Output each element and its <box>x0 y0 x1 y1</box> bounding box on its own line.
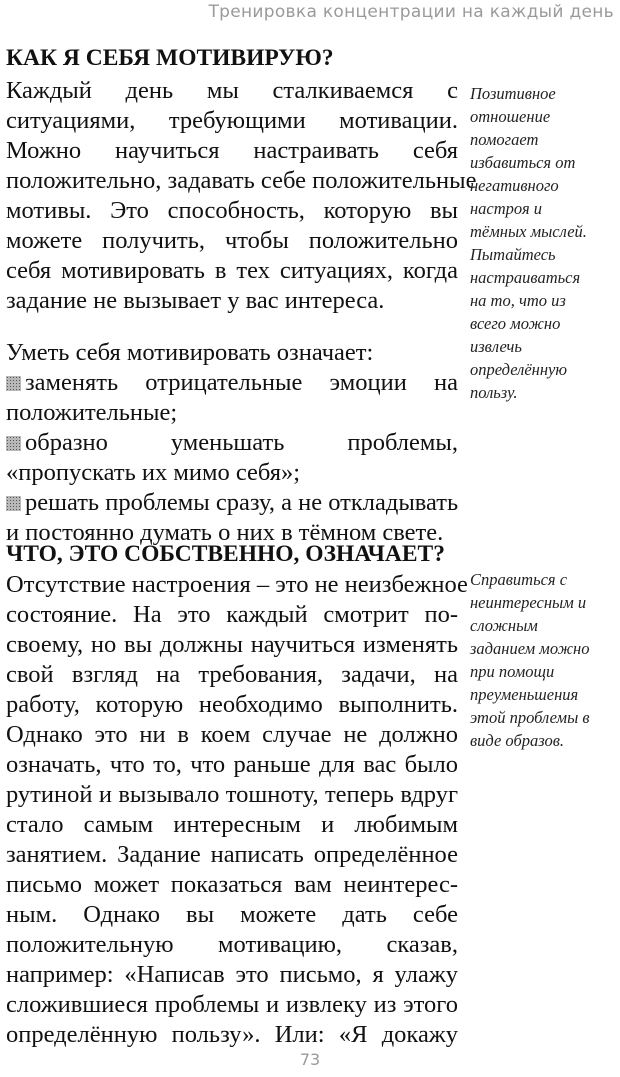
paragraph-line: положительную мотивацию, сказав, <box>6 931 458 958</box>
bullet-square-icon <box>6 496 21 511</box>
bullet-list <box>6 368 458 548</box>
list-intro: Уметь себя мотивировать означает: <box>6 339 374 366</box>
section-1-paragraph <box>6 76 477 316</box>
bullet-square-icon <box>6 436 21 451</box>
paragraph-line: задание не вызывает у вас интереса. <box>6 287 385 314</box>
paragraph-line: работу, которую необходимо выполнить. <box>6 691 458 718</box>
section-2-heading: ЧТО, ЭТО СОБСТВЕННО, ОЗНАЧАЕТ? <box>6 541 445 567</box>
list-item: решать проблемы сразу, а не откладывать и постоянно думать о них в тёмном свете. <box>6 489 459 546</box>
paragraph-line: мотивы. Это способность, которую вы <box>6 197 458 224</box>
paragraph-line: положительно, задавать себе положительные <box>6 167 477 194</box>
paragraph-line: означать, что то, что раньше для вас было <box>6 751 458 778</box>
paragraph-line: сложившиеся проблемы и извлеку из этого <box>6 991 458 1018</box>
running-head: Тренировка концентрации на каждый день <box>208 2 614 22</box>
paragraph-line: рутиной и вызывало тошноту, теперь вдруг <box>6 781 458 808</box>
section-1-heading: КАК Я СЕБЯ МОТИВИРУЮ? <box>6 45 334 71</box>
paragraph-line: ным. Однако вы можете дать себе <box>6 901 458 928</box>
sidenote-1: Позитивное отношение помогает избавиться от негативного настроя и тёмных мыслей. Пытайтесь настраиваться на то, что из всего можно извлечь определённую пользу. <box>470 84 587 402</box>
paragraph-line: Можно научиться настраивать себя <box>6 137 458 164</box>
paragraph-line: Каждый день мы сталкиваемся с <box>6 77 458 104</box>
paragraph-line: определённую пользу». Или: «Я докажу <box>6 1021 458 1048</box>
paragraph-line: например: «Написав это письмо, я улажу <box>6 961 458 988</box>
section-2 <box>6 540 468 1050</box>
list-item: заменять отрицательные эмоции на положительные; <box>6 369 458 426</box>
paragraph-line: стало самым интересным и любимым <box>6 811 458 838</box>
section-2-paragraph <box>6 570 468 1050</box>
sidenote-2: Справиться с неинтересным и сложным заданием можно при помощи преуменьшения этой проблемы в виде образов. <box>470 570 590 750</box>
paragraph-line: состояние. На это каждый смотрит по- <box>6 601 458 628</box>
bullet-square-icon <box>6 376 21 391</box>
paragraph-line: Однако это ни в коем случае не должно <box>6 721 458 748</box>
paragraph-line: занятием. Задание написать определённое <box>6 841 458 868</box>
list-item: образно уменьшать проблемы, «пропускать их мимо себя»; <box>6 429 458 486</box>
paragraph-line: можете получить, чтобы положительно <box>6 227 458 254</box>
section-1 <box>6 44 477 548</box>
paragraph-line: себя мотивировать в тех ситуациях, когда <box>6 257 458 284</box>
paragraph-line: ситуациями, требующими мотивации. <box>6 107 458 134</box>
page-number: 73 <box>299 1050 321 1069</box>
paragraph-line: письмо может показаться вам неинтерес- <box>6 871 458 898</box>
paragraph-line: свой взгляд на требования, задачи, на <box>6 661 458 688</box>
paragraph-line: Отсутствие настроения – это не неизбежное <box>6 571 468 598</box>
paragraph-line: своему, но вы должны научиться изменять <box>6 631 458 658</box>
